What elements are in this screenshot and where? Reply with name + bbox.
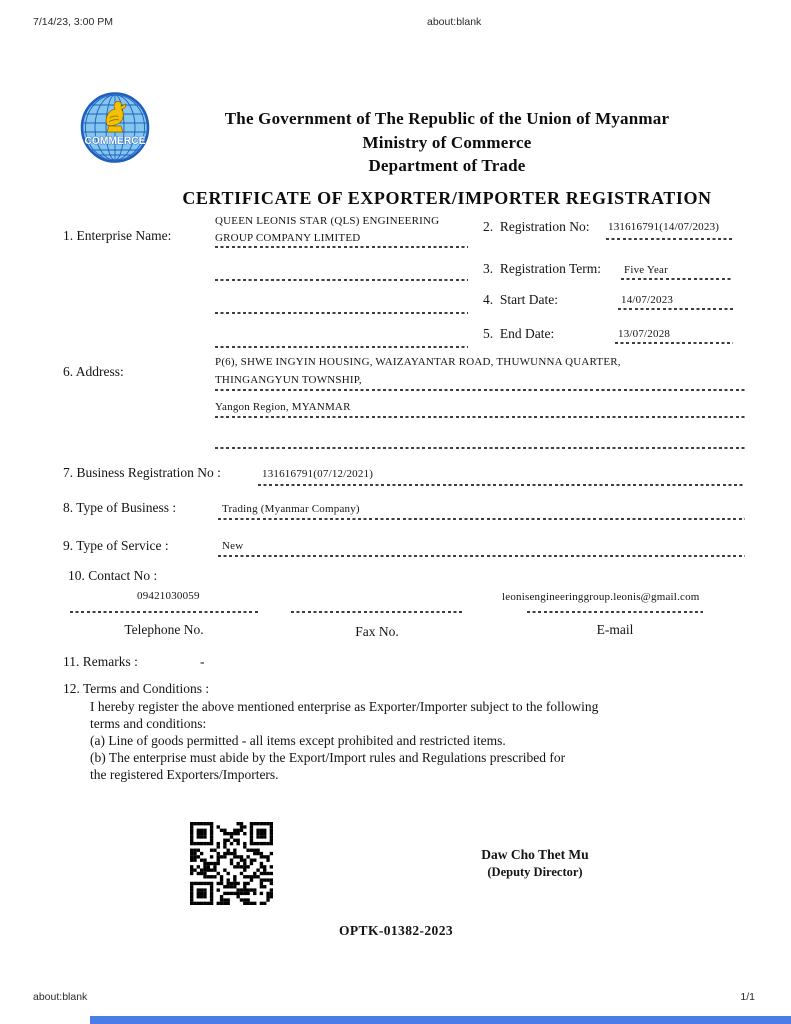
email-value: leonisengineeringgroup.leonis@gmail.com [502,591,700,603]
type-of-service-label: 9. Type of Service : [63,538,169,553]
document-number: OPTK-01382-2023 [339,923,453,938]
dotted-line [215,389,745,391]
signatory-name: Daw Cho Thet Mu [481,847,589,862]
email-label: E-mail [596,622,634,637]
start-date-value: 14/07/2023 [621,294,674,306]
dotted-line [621,278,733,280]
dotted-line [291,611,463,613]
logo-banner-text: COMMERCE [84,135,146,147]
dotted-line [615,342,733,344]
print-header-datetime: 7/14/23, 3:00 PM [33,16,113,28]
dotted-line [215,279,468,281]
letterhead-line-government: The Government of The Republic of the Union of Myanmar [224,109,670,128]
address-value-line3: Yangon Region, MYANMAR [215,401,351,413]
terms-line-5: the registered Exporters/Importers. [90,767,279,782]
qr-code [190,822,273,905]
start-date-label: 4. Start Date: [483,292,558,307]
address-label: 6. Address: [63,364,124,379]
terms-line-2: terms and conditions: [90,716,207,731]
telephone-value: 09421030059 [137,590,200,602]
dotted-line [606,238,734,240]
business-registration-no-label: 7. Business Registration No : [63,465,221,480]
end-date-value: 13/07/2028 [618,328,671,340]
dotted-line [618,308,735,310]
print-footer-page: 1/1 [740,991,755,1003]
dotted-line [218,555,745,557]
business-registration-no-value: 131616791(07/12/2021) [262,468,374,480]
contact-no-label: 10. Contact No : [68,568,158,583]
dotted-line [218,518,745,520]
telephone-label: Telephone No. [124,622,204,637]
enterprise-name-value-line2: GROUP COMPANY LIMITED [215,232,361,244]
address-value-line2: THINGANGYUN TOWNSHIP, [215,374,362,386]
type-of-business-value: Trading (Myanmar Company) [222,503,360,515]
fax-label: Fax No. [355,624,399,639]
dotted-line [215,246,468,248]
registration-no-label: 2. Registration No: [483,219,590,234]
terms-line-3: (a) Line of goods permitted - all items except prohibited and restricted items. [90,733,506,748]
dotted-line [215,312,468,314]
end-date-label: 5. End Date: [483,326,555,341]
dotted-line [215,346,468,348]
remarks-label: 11. Remarks : [63,654,138,669]
dotted-line [70,611,258,613]
registration-no-value: 131616791(14/07/2023) [608,221,720,233]
letterhead-line-department: Department of Trade [368,156,526,175]
type-of-business-label: 8. Type of Business : [63,500,177,515]
signatory-title: (Deputy Director) [487,865,583,879]
type-of-service-value: New [222,540,244,552]
registration-term-value: Five Year [624,264,668,276]
signature-block [450,847,620,880]
qr-code-icon [190,822,273,905]
print-header-title: about:blank [427,16,482,28]
dotted-line [215,447,745,449]
enterprise-name-value-line1: QUEEN LEONIS STAR (QLS) ENGINEERING [215,215,440,227]
registration-term-label: 3. Registration Term: [483,261,602,276]
certificate-title: CERTIFICATE OF EXPORTER/IMPORTER REGISTRATION [182,188,712,208]
letterhead [103,107,791,178]
remarks-value: - [200,654,205,669]
letterhead-line-ministry: Ministry of Commerce [362,132,532,152]
enterprise-name-label: 1. Enterprise Name: [63,228,172,243]
print-footer-url: about:blank [33,991,88,1003]
address-value-line1: P(6), SHWE INGYIN HOUSING, WAIZAYANTAR ROAD, THUWUNNA QUARTER, [215,356,621,368]
bottom-scrollbar[interactable] [90,1016,791,1024]
dotted-line [258,484,745,486]
terms-line-4: (b) The enterprise must abide by the Export/Import rules and Regulations prescribed for [90,750,566,765]
terms-line-1: I hereby register the above mentioned enterprise as Exporter/Importer subject to the following [90,699,599,714]
terms-label: 12. Terms and Conditions : [63,681,210,696]
dotted-line [527,611,703,613]
dotted-line [215,416,745,418]
